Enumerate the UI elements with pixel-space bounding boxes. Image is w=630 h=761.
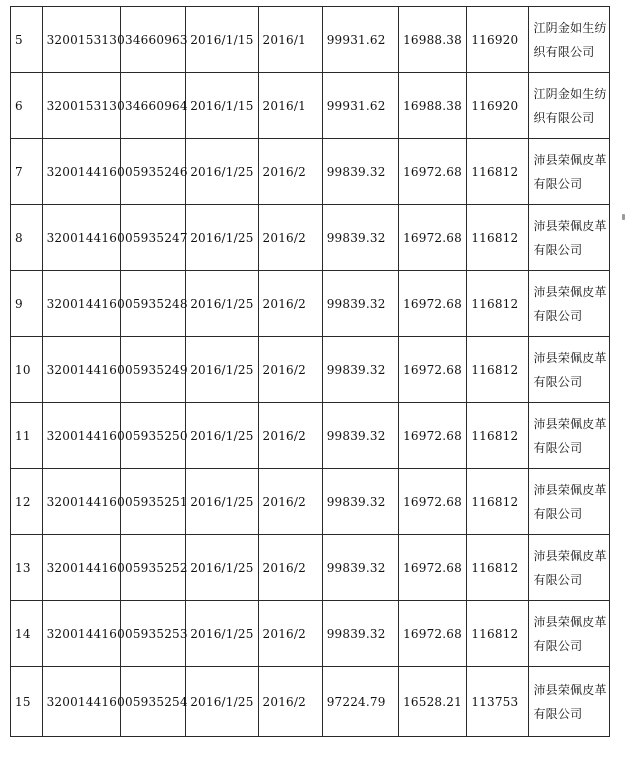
total-cell: 116812 (467, 271, 529, 337)
company-cell (529, 601, 610, 667)
invoice-code-cell: 3200144160 (42, 337, 120, 403)
invoice-table-body (11, 7, 610, 737)
certification-month-cell: 2016/1 (258, 7, 322, 73)
certification-month-cell: 2016/2 (258, 535, 322, 601)
total-cell: 116812 (467, 205, 529, 271)
amount-cell: 97224.79 (322, 667, 398, 737)
company-name-line2: 有限公司 (533, 572, 583, 587)
tax-cell: 16972.68 (399, 469, 467, 535)
amount-cell: 99839.32 (322, 469, 398, 535)
invoice-date-cell: 2016/1/25 (186, 205, 258, 271)
invoice-number-cell: 05935253 (121, 601, 186, 667)
row-index-cell: 9 (11, 271, 43, 337)
row-index-cell: 11 (11, 403, 43, 469)
company-name-line2: 有限公司 (533, 176, 583, 191)
company-cell (529, 403, 610, 469)
invoice-number-cell: 05935249 (121, 337, 186, 403)
tax-cell: 16972.68 (399, 535, 467, 601)
company-name-line1: 沛县荣佩皮革 (533, 218, 607, 233)
certification-month-cell: 2016/2 (258, 469, 322, 535)
company-name-line1: 沛县荣佩皮革 (533, 350, 607, 365)
table-row (11, 403, 610, 469)
company-cell (529, 73, 610, 139)
tax-cell: 16972.68 (399, 601, 467, 667)
certification-month-cell: 2016/2 (258, 667, 322, 737)
invoice-code-cell: 3200144160 (42, 469, 120, 535)
table-row (11, 73, 610, 139)
amount-cell: 99839.32 (322, 205, 398, 271)
row-index-cell: 6 (11, 73, 43, 139)
certification-month-cell: 2016/2 (258, 271, 322, 337)
certification-month-cell: 2016/2 (258, 139, 322, 205)
invoice-code-cell: 3200144160 (42, 205, 120, 271)
company-name-line2: 有限公司 (533, 308, 583, 323)
invoice-number-cell: 05935246 (121, 139, 186, 205)
tax-cell: 16972.68 (399, 271, 467, 337)
invoice-code-cell: 3200144160 (42, 667, 120, 737)
invoice-code-cell: 3200144160 (42, 535, 120, 601)
invoice-date-cell: 2016/1/25 (186, 403, 258, 469)
certification-month-cell: 2016/2 (258, 403, 322, 469)
company-cell (529, 271, 610, 337)
company-name-line2: 有限公司 (533, 440, 583, 455)
invoice-code-cell: 3200153130 (42, 73, 120, 139)
total-cell: 116920 (467, 7, 529, 73)
invoice-date-cell: 2016/1/25 (186, 535, 258, 601)
invoice-code-cell: 3200144160 (42, 139, 120, 205)
company-name-line1: 沛县荣佩皮革 (533, 482, 607, 497)
row-index-cell: 12 (11, 469, 43, 535)
tax-cell: 16972.68 (399, 139, 467, 205)
total-cell: 113753 (467, 667, 529, 737)
invoice-table (10, 6, 610, 737)
table-row (11, 271, 610, 337)
company-cell (529, 469, 610, 535)
invoice-number-cell: 05935247 (121, 205, 186, 271)
invoice-code-cell: 3200144160 (42, 271, 120, 337)
row-index-cell: 5 (11, 7, 43, 73)
certification-month-cell: 2016/2 (258, 601, 322, 667)
company-name-line1: 沛县荣佩皮革 (533, 416, 607, 431)
company-name-line1: 沛县荣佩皮革 (533, 548, 607, 563)
amount-cell: 99839.32 (322, 403, 398, 469)
total-cell: 116812 (467, 337, 529, 403)
company-name-line2: 有限公司 (533, 242, 583, 257)
tax-cell: 16972.68 (399, 403, 467, 469)
invoice-number-cell: 05935251 (121, 469, 186, 535)
company-name-line2: 有限公司 (533, 374, 583, 389)
amount-cell: 99839.32 (322, 139, 398, 205)
total-cell: 116812 (467, 469, 529, 535)
invoice-date-cell: 2016/1/15 (186, 73, 258, 139)
invoice-date-cell: 2016/1/25 (186, 601, 258, 667)
row-index-cell: 13 (11, 535, 43, 601)
company-name-line1: 江阴金如生纺 (533, 20, 607, 35)
table-row (11, 7, 610, 73)
company-name-line1: 沛县荣佩皮革 (533, 152, 607, 167)
amount-cell: 99931.62 (322, 73, 398, 139)
company-name-line2: 织有限公司 (533, 110, 595, 125)
amount-cell: 99839.32 (322, 601, 398, 667)
invoice-date-cell: 2016/1/25 (186, 337, 258, 403)
invoice-number-cell: 05935248 (121, 271, 186, 337)
certification-month-cell: 2016/2 (258, 205, 322, 271)
invoice-number-cell: 34660964 (121, 73, 186, 139)
invoice-date-cell: 2016/1/25 (186, 271, 258, 337)
company-cell (529, 667, 610, 737)
invoice-date-cell: 2016/1/25 (186, 667, 258, 737)
row-index-cell: 7 (11, 139, 43, 205)
amount-cell: 99931.62 (322, 7, 398, 73)
table-row (11, 469, 610, 535)
total-cell: 116812 (467, 403, 529, 469)
certification-month-cell: 2016/1 (258, 73, 322, 139)
tax-cell: 16528.21 (399, 667, 467, 737)
company-cell (529, 205, 610, 271)
table-row (11, 535, 610, 601)
company-name-line1: 江阴金如生纺 (533, 86, 607, 101)
table-row (11, 337, 610, 403)
company-name-line1: 沛县荣佩皮革 (533, 614, 607, 629)
tax-cell: 16988.38 (399, 7, 467, 73)
row-index-cell: 10 (11, 337, 43, 403)
tax-cell: 16988.38 (399, 73, 467, 139)
invoice-date-cell: 2016/1/25 (186, 139, 258, 205)
amount-cell: 99839.32 (322, 337, 398, 403)
total-cell: 116920 (467, 73, 529, 139)
invoice-date-cell: 2016/1/25 (186, 469, 258, 535)
total-cell: 116812 (467, 601, 529, 667)
amount-cell: 99839.32 (322, 271, 398, 337)
table-row (11, 601, 610, 667)
amount-cell: 99839.32 (322, 535, 398, 601)
row-index-cell: 15 (11, 667, 43, 737)
company-name-line1: 沛县荣佩皮革 (533, 682, 607, 697)
invoice-code-cell: 3200153130 (42, 7, 120, 73)
company-cell (529, 535, 610, 601)
invoice-number-cell: 05935254 (121, 667, 186, 737)
invoice-number-cell: 05935252 (121, 535, 186, 601)
row-index-cell: 14 (11, 601, 43, 667)
scan-speck (622, 214, 625, 220)
invoice-code-cell: 3200144160 (42, 403, 120, 469)
table-row (11, 139, 610, 205)
invoice-number-cell: 05935250 (121, 403, 186, 469)
company-name-line2: 有限公司 (533, 506, 583, 521)
tax-cell: 16972.68 (399, 337, 467, 403)
company-cell (529, 139, 610, 205)
tax-cell: 16972.68 (399, 205, 467, 271)
company-name-line2: 有限公司 (533, 706, 583, 721)
company-name-line1: 沛县荣佩皮革 (533, 284, 607, 299)
company-name-line2: 织有限公司 (533, 44, 595, 59)
company-cell (529, 7, 610, 73)
total-cell: 116812 (467, 139, 529, 205)
invoice-code-cell: 3200144160 (42, 601, 120, 667)
certification-month-cell: 2016/2 (258, 337, 322, 403)
invoice-number-cell: 34660963 (121, 7, 186, 73)
row-index-cell: 8 (11, 205, 43, 271)
company-name-line2: 有限公司 (533, 638, 583, 653)
total-cell: 116812 (467, 535, 529, 601)
invoice-date-cell: 2016/1/15 (186, 7, 258, 73)
table-row (11, 667, 610, 737)
company-cell (529, 337, 610, 403)
table-row (11, 205, 610, 271)
